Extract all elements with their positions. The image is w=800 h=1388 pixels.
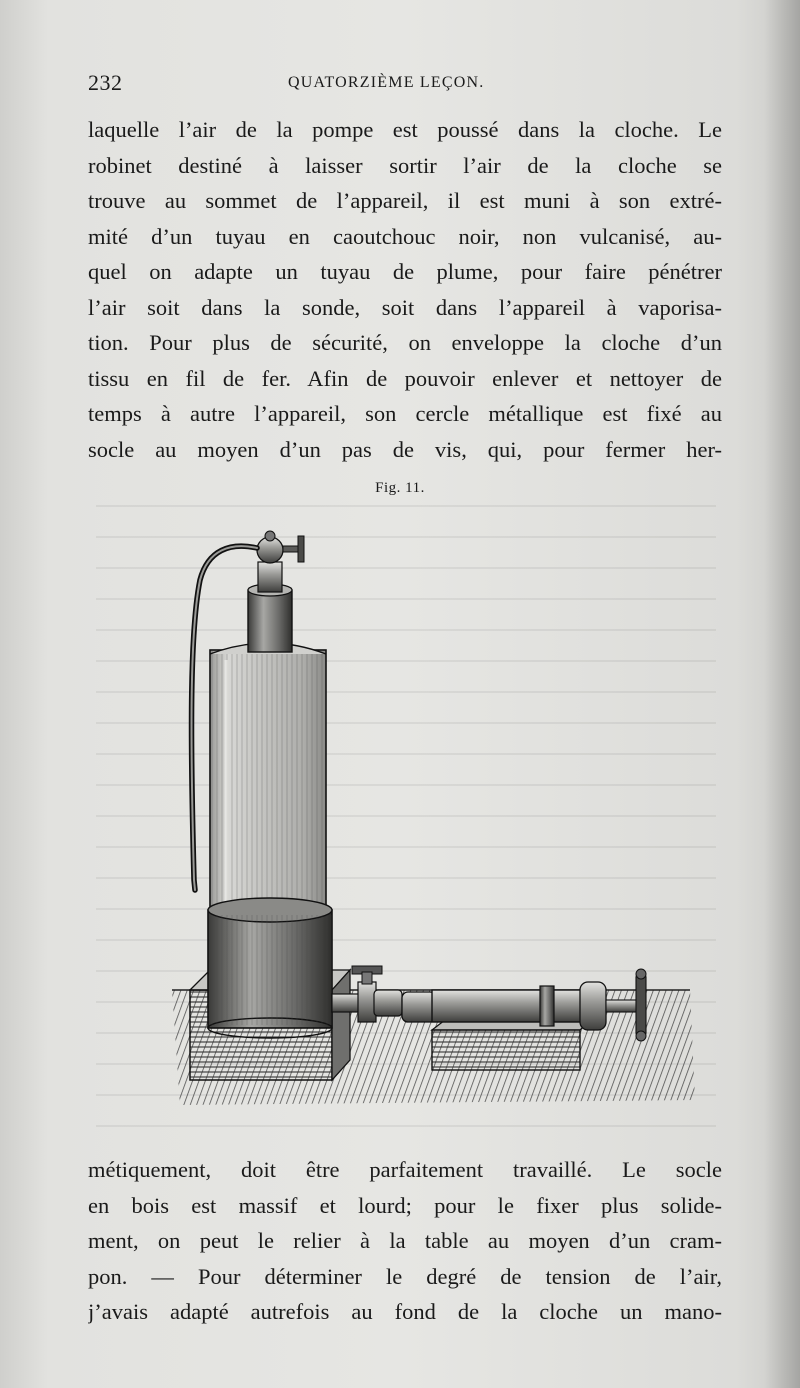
text-line: pon. — Pour déterminer le degré de tension de l’air, (88, 1263, 722, 1289)
text-line: quel on adapte un tuyau de plume, pour faire pénétrer (88, 259, 722, 284)
text-line: robinet destiné à laisser sortir l’air de la cloche se (88, 152, 722, 178)
text-line: j’avais adapté autrefois au fond de la cloche un mano- (88, 1299, 722, 1324)
text-line: mité d’un tuyau en caoutchouc noir, non vulcanisé, au- (88, 223, 722, 249)
text-line: trouve au sommet de l’appareil, il est muni à son extré- (88, 188, 722, 213)
text-line: tion. Pour plus de sécurité, on enveloppe la cloche d’un (88, 330, 722, 355)
figure-caption: Fig. 11. (375, 480, 425, 496)
tap-key-icon (283, 536, 304, 562)
page-number: 232 (88, 70, 123, 95)
bell-jar (210, 643, 326, 930)
text-line: l’air soit dans la sonde, soit dans l’appareil à vaporisa- (88, 294, 722, 320)
text-line: en bois est massif et lourd; pour le fixer plus solide- (88, 1192, 722, 1218)
apparatus-illustration (160, 520, 710, 1120)
text-line: tissu en fil de fer. Afin de pouvoir enlever et nettoyer de (88, 365, 722, 391)
text-line: métiquement, doit être parfaitement travaillé. Le socle (88, 1157, 722, 1182)
pump-base (432, 1020, 590, 1070)
paragraph-top (88, 112, 722, 467)
running-title: QUATORZIÈME LEÇON. (288, 74, 485, 91)
text-line: laquelle l’air de la pompe est poussé dans la cloche. Le (88, 117, 722, 142)
page-header (88, 70, 718, 104)
metal-ring (208, 898, 332, 1038)
paragraph-bottom (88, 1152, 722, 1330)
text-line: temps à autre l’appareil, son cercle métallique est fixé au (88, 401, 722, 426)
text-line: ment, on peut le relier à la table au moyen d’un cram- (88, 1228, 722, 1253)
text-line: socle au moyen d’un pas de vis, qui, pour fermer her- (88, 436, 722, 462)
